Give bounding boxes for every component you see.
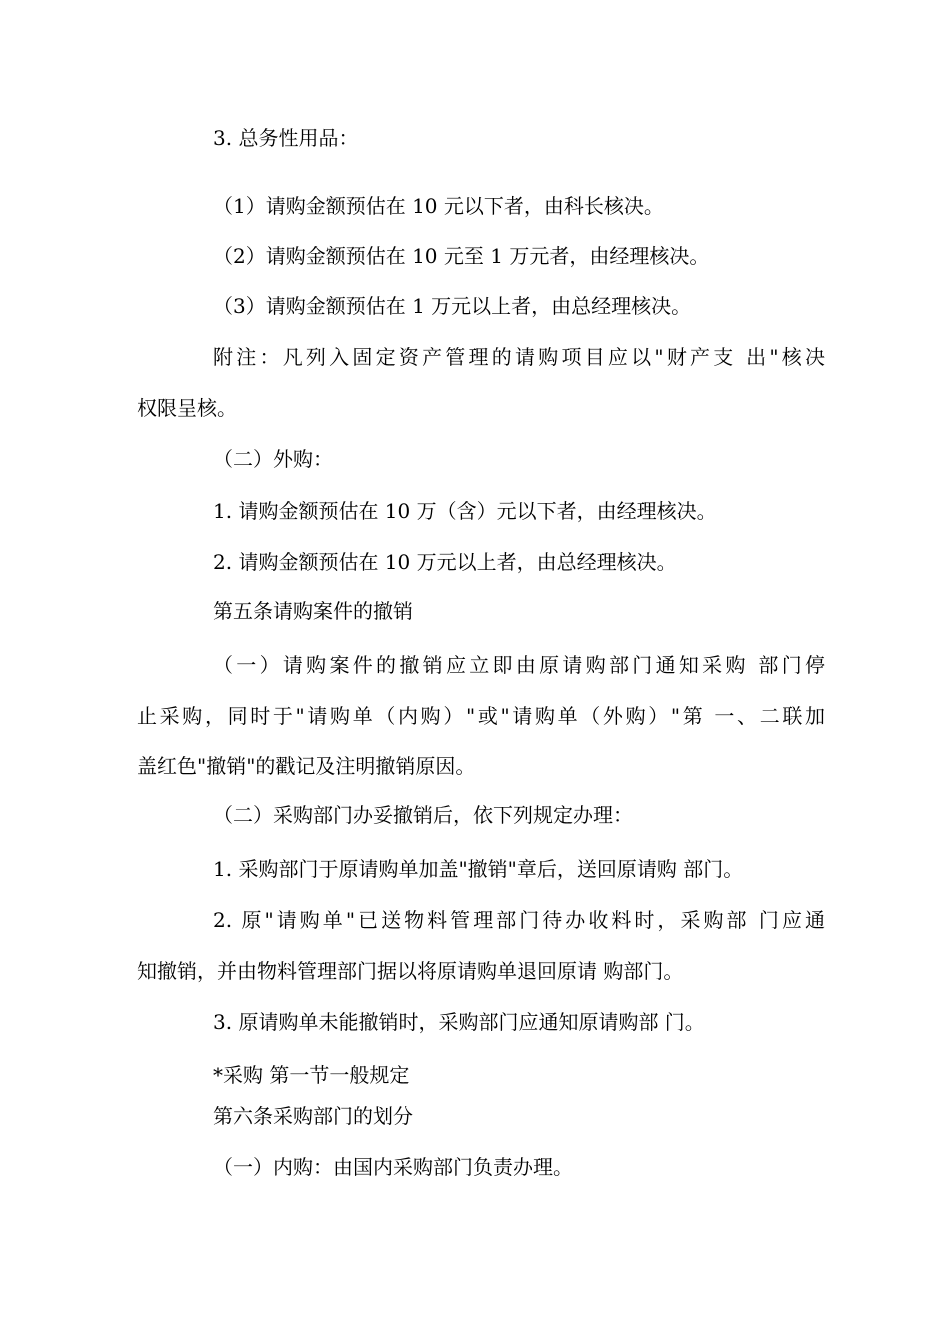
paragraph-item-2: （2）请购金额预估在 10 元至 1 万元者，由经理核决。 bbox=[213, 244, 710, 268]
paragraph-cancel-1-line-1: （一）请购案件的撤销应立即由原请购部门通知采购 部门停 bbox=[213, 653, 825, 677]
heading-article-5: 第五条请购案件的撤销 bbox=[213, 599, 413, 623]
paragraph-rule-3: 3. 原请购单未能撤销时，采购部门应通知原请购部 门。 bbox=[213, 1010, 705, 1034]
paragraph-external-2: 2. 请购金额预估在 10 万元以上者，由总经理核决。 bbox=[213, 550, 677, 574]
paragraph-cancel-1-line-3: 盖红色"撤销"的戳记及注明撤销原因。 bbox=[137, 754, 476, 778]
paragraph-external-1: 1. 请购金额预估在 10 万（含）元以下者，由经理核决。 bbox=[213, 499, 717, 523]
heading-section-1: *采购 第一节一般规定 bbox=[213, 1063, 410, 1087]
heading-external-purchase: （二）外购： bbox=[213, 447, 333, 471]
paragraph-internal-purchase: （一）内购：由国内采购部门负责办理。 bbox=[213, 1155, 573, 1179]
paragraph-item-1: （1）请购金额预估在 10 元以下者，由科长核决。 bbox=[213, 194, 664, 218]
paragraph-rule-1: 1. 采购部门于原请购单加盖"撤销"章后，送回原请购 部门。 bbox=[213, 857, 744, 881]
heading-article-6: 第六条采购部门的划分 bbox=[213, 1104, 413, 1128]
paragraph-rule-2-line-1: 2. 原"请购单"已送物料管理部门待办收料时，采购部 门应通 bbox=[213, 908, 825, 932]
paragraph-cancel-1-line-2: 止采购，同时于"请购单（内购）"或"请购单（外购）"第 一、二联加 bbox=[137, 704, 825, 728]
paragraph-rule-2-line-2: 知撤销，并由物料管理部门据以将原请购单退回原请 购部门。 bbox=[137, 959, 684, 983]
heading-general-supplies: 3. 总务性用品： bbox=[213, 126, 359, 150]
paragraph-item-3: （3）请购金额预估在 1 万元以上者，由总经理核决。 bbox=[213, 294, 692, 318]
paragraph-note-line-1: 附注：凡列入固定资产管理的请购项目应以"财产支 出"核决 bbox=[213, 345, 825, 369]
paragraph-cancel-2: （二）采购部门办妥撤销后，依下列规定办理： bbox=[213, 803, 633, 827]
paragraph-note-line-2: 权限呈核。 bbox=[137, 396, 237, 420]
